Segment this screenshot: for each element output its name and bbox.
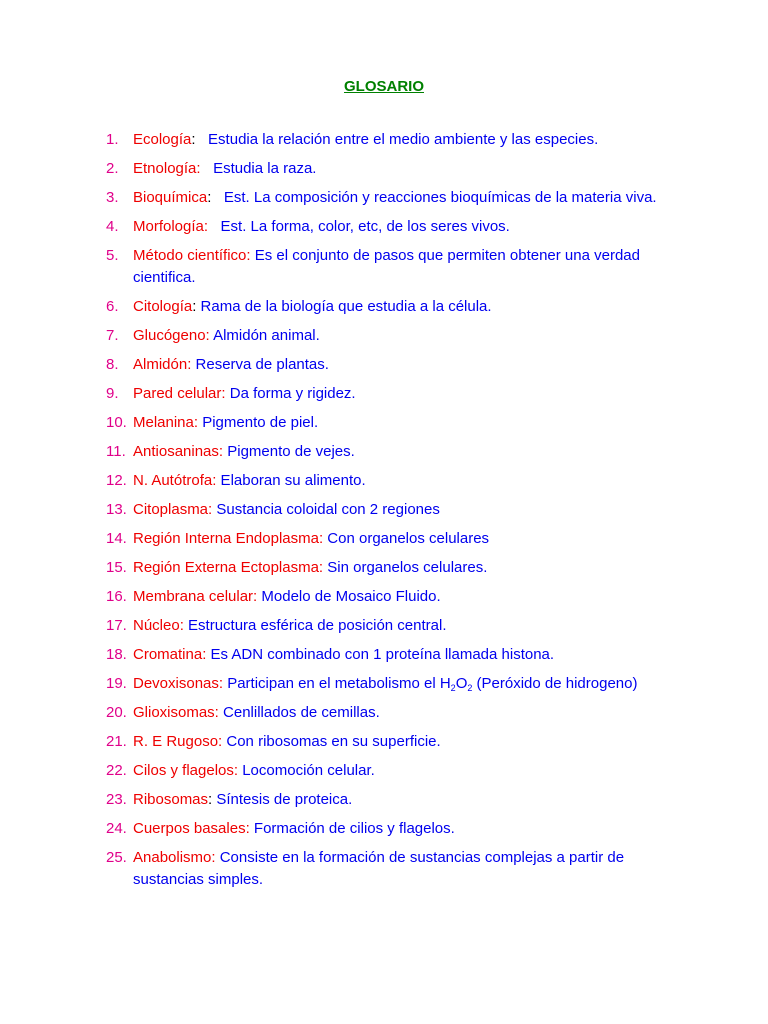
definition-text: Sustancia coloidal con 2 regiones bbox=[212, 501, 440, 518]
entry-term: Anabolismo: bbox=[133, 849, 216, 866]
glossary-entry bbox=[106, 586, 666, 608]
definition-text: Participan en el metabolismo el bbox=[223, 675, 440, 692]
entry-number: 18. bbox=[106, 646, 127, 663]
definition-text: Pigmento de vejes. bbox=[223, 443, 355, 460]
formula-subscript: 2 bbox=[467, 683, 473, 693]
entry-number: 25. bbox=[106, 849, 127, 866]
glossary-entry bbox=[106, 847, 666, 891]
entry-term: Región Externa Ectoplasma: bbox=[133, 559, 324, 576]
entry-definition bbox=[198, 414, 318, 431]
definition-text: Elaboran su alimento. bbox=[216, 472, 366, 489]
glossary-entry bbox=[106, 528, 666, 550]
entry-body bbox=[133, 760, 666, 782]
definition-text: Síntesis de proteica. bbox=[212, 791, 353, 808]
glossary-list bbox=[106, 129, 666, 898]
entry-number: 10. bbox=[106, 414, 127, 431]
entry-definition bbox=[196, 298, 491, 315]
entry-term: Morfología: bbox=[133, 218, 209, 235]
glossary-entry bbox=[106, 760, 666, 782]
entry-definition bbox=[212, 791, 352, 808]
glossary-entry bbox=[106, 158, 666, 180]
entry-body bbox=[133, 245, 666, 289]
entry-body bbox=[133, 818, 666, 840]
entry-definition bbox=[206, 646, 554, 663]
entry-term: Etnología: bbox=[133, 160, 201, 177]
entry-term: Melanina: bbox=[133, 414, 199, 431]
entry-body bbox=[133, 499, 666, 521]
glossary-entry bbox=[106, 615, 666, 637]
entry-term: R. E Rugoso: bbox=[133, 733, 223, 750]
definition-text: Con ribosomas en su superficie. bbox=[222, 733, 441, 750]
entry-body bbox=[133, 216, 666, 238]
entry-definition bbox=[257, 588, 440, 605]
glossary-entry bbox=[106, 673, 666, 695]
glossary-entry bbox=[106, 383, 666, 405]
definition-text: Formación de cilios y flagelos. bbox=[249, 820, 455, 837]
definition-text: Rama de la biología que estudia a la célula. bbox=[196, 298, 492, 315]
definition-text: Es el conjunto de pasos que permiten obtener una verdad cientifica. bbox=[133, 247, 645, 286]
definition-text: Almidón animal. bbox=[209, 327, 320, 344]
entry-term: Cilos y flagelos: bbox=[133, 762, 239, 779]
entry-term: Almidón: bbox=[133, 356, 192, 373]
entry-number: 5. bbox=[106, 247, 119, 264]
entry-definition bbox=[250, 820, 455, 837]
entry-body bbox=[133, 158, 666, 180]
entry-number: 8. bbox=[106, 356, 119, 373]
entry-number: 16. bbox=[106, 588, 127, 605]
entry-definition bbox=[212, 501, 440, 518]
entry-separator: : bbox=[208, 791, 213, 808]
entry-number: 13. bbox=[106, 501, 127, 518]
entry-number: 3. bbox=[106, 189, 119, 206]
entry-term: Cuerpos basales: bbox=[133, 820, 250, 837]
entry-term: Ribosomas bbox=[133, 791, 209, 808]
entry-term: Cromatina: bbox=[133, 646, 207, 663]
entry-definition bbox=[216, 472, 365, 489]
entry-body bbox=[133, 296, 666, 318]
entry-definition bbox=[222, 733, 440, 750]
definition-text: Estructura esférica de posición central. bbox=[183, 617, 447, 634]
definition-text: Estudia la relación entre el medio ambiente y las especies. bbox=[195, 131, 599, 148]
definition-text: Pigmento de piel. bbox=[198, 414, 319, 431]
glossary-entry bbox=[106, 296, 666, 318]
entry-number: 21. bbox=[106, 733, 127, 750]
entry-definition bbox=[210, 327, 320, 344]
entry-body bbox=[133, 673, 666, 695]
glossary-entry bbox=[106, 644, 666, 666]
entry-body bbox=[133, 325, 666, 347]
glossary-entry bbox=[106, 216, 666, 238]
entry-number: 6. bbox=[106, 298, 119, 315]
entry-body bbox=[133, 731, 666, 753]
definition-text: Reserva de plantas. bbox=[191, 356, 329, 373]
glossary-entry bbox=[106, 245, 666, 289]
entry-term: Citoplasma: bbox=[133, 501, 213, 518]
entry-body bbox=[133, 441, 666, 463]
entry-term: Antiosaninas: bbox=[133, 443, 224, 460]
entry-body bbox=[133, 557, 666, 579]
entry-body bbox=[133, 412, 666, 434]
entry-definition bbox=[184, 617, 447, 634]
entry-term: Región Interna Endoplasma: bbox=[133, 530, 324, 547]
definition-text: Est. La forma, color, etc, de los seres vivos. bbox=[208, 218, 510, 235]
glossary-entry bbox=[106, 789, 666, 811]
formula-element: H bbox=[439, 675, 451, 692]
chemical-formula bbox=[440, 675, 473, 692]
entry-number: 7. bbox=[106, 327, 119, 344]
entry-term: Método científico: bbox=[133, 247, 251, 264]
entry-number: 24. bbox=[106, 820, 127, 837]
entry-number: 19. bbox=[106, 675, 127, 692]
entry-body bbox=[133, 789, 666, 811]
formula-subscript: 2 bbox=[450, 683, 456, 693]
glossary-entry bbox=[106, 129, 666, 151]
entry-definition bbox=[191, 356, 329, 373]
entry-body bbox=[133, 470, 666, 492]
entry-definition bbox=[223, 675, 637, 692]
entry-body bbox=[133, 586, 666, 608]
definition-text: Est. La composición y reacciones bioquímicas de la materia viva. bbox=[211, 189, 657, 206]
glossary-entry bbox=[106, 325, 666, 347]
entry-definition bbox=[238, 762, 375, 779]
definition-text: Consiste en la formación de sustancias complejas a partir de sustancias simples. bbox=[133, 849, 629, 888]
entry-number: 15. bbox=[106, 559, 127, 576]
glossary-entry bbox=[106, 187, 666, 209]
definition-text: Con organelos celulares bbox=[323, 530, 490, 547]
entry-body bbox=[133, 528, 666, 550]
entry-number: 22. bbox=[106, 762, 127, 779]
entry-number: 2. bbox=[106, 160, 119, 177]
glossary-entry bbox=[106, 354, 666, 376]
definition-text: Modelo de Mosaico Fluido. bbox=[257, 588, 441, 605]
glossary-entry bbox=[106, 412, 666, 434]
definition-text: Estudia la raza. bbox=[200, 160, 317, 177]
entry-term: Pared celular: bbox=[133, 385, 226, 402]
entry-number: 23. bbox=[106, 791, 127, 808]
glossary-entry bbox=[106, 731, 666, 753]
entry-separator: : bbox=[191, 131, 196, 148]
entry-term: Citología bbox=[133, 298, 193, 315]
definition-text-after: (Peróxido de hidrogeno) bbox=[472, 675, 638, 692]
entry-number: 17. bbox=[106, 617, 127, 634]
glossary-entry bbox=[106, 470, 666, 492]
entry-definition bbox=[219, 704, 380, 721]
entry-body bbox=[133, 702, 666, 724]
entry-term: Membrana celular: bbox=[133, 588, 258, 605]
entry-term: N. Autótrofa: bbox=[133, 472, 217, 489]
entry-term: Bioquímica bbox=[133, 189, 208, 206]
entry-definition bbox=[323, 559, 487, 576]
entry-term: Glucógeno: bbox=[133, 327, 210, 344]
entry-definition bbox=[323, 530, 489, 547]
page-title: GLOSARIO bbox=[343, 78, 424, 95]
entry-separator: : bbox=[192, 298, 197, 315]
entry-number: 1. bbox=[106, 131, 119, 148]
definition-text: Da forma y rigidez. bbox=[225, 385, 356, 402]
entry-body bbox=[133, 615, 666, 637]
glossary-entry bbox=[106, 702, 666, 724]
glossary-entry bbox=[106, 818, 666, 840]
entry-definition bbox=[211, 189, 656, 206]
entry-term: Núcleo: bbox=[133, 617, 184, 634]
formula-element: O bbox=[455, 675, 468, 692]
entry-separator: : bbox=[207, 189, 212, 206]
entry-definition bbox=[201, 160, 317, 177]
entry-term: Glioxisomas: bbox=[133, 704, 219, 721]
definition-text: Es ADN combinado con 1 proteína llamada histona. bbox=[206, 646, 555, 663]
entry-definition bbox=[208, 218, 510, 235]
definition-text: Cenlillados de cemillas. bbox=[218, 704, 380, 721]
glossary-entry bbox=[106, 441, 666, 463]
entry-number: 20. bbox=[106, 704, 127, 721]
entry-definition bbox=[196, 131, 599, 148]
entry-number: 12. bbox=[106, 472, 127, 489]
entry-number: 14. bbox=[106, 530, 127, 547]
entry-body bbox=[133, 354, 666, 376]
entry-number: 4. bbox=[106, 218, 119, 235]
entry-body bbox=[133, 847, 666, 891]
entry-body bbox=[133, 187, 666, 209]
entry-body bbox=[133, 383, 666, 405]
glossary-entry bbox=[106, 499, 666, 521]
entry-body bbox=[133, 129, 666, 151]
entry-term: Devoxisonas: bbox=[133, 675, 224, 692]
entry-number: 9. bbox=[106, 385, 119, 402]
definition-text: Sin organelos celulares. bbox=[323, 559, 488, 576]
entry-body bbox=[133, 644, 666, 666]
entry-term: Ecología bbox=[133, 131, 192, 148]
glossary-entry bbox=[106, 557, 666, 579]
entry-definition bbox=[223, 443, 355, 460]
definition-text: Locomoción celular. bbox=[238, 762, 375, 779]
entry-definition bbox=[226, 385, 356, 402]
entry-number: 11. bbox=[106, 443, 126, 460]
